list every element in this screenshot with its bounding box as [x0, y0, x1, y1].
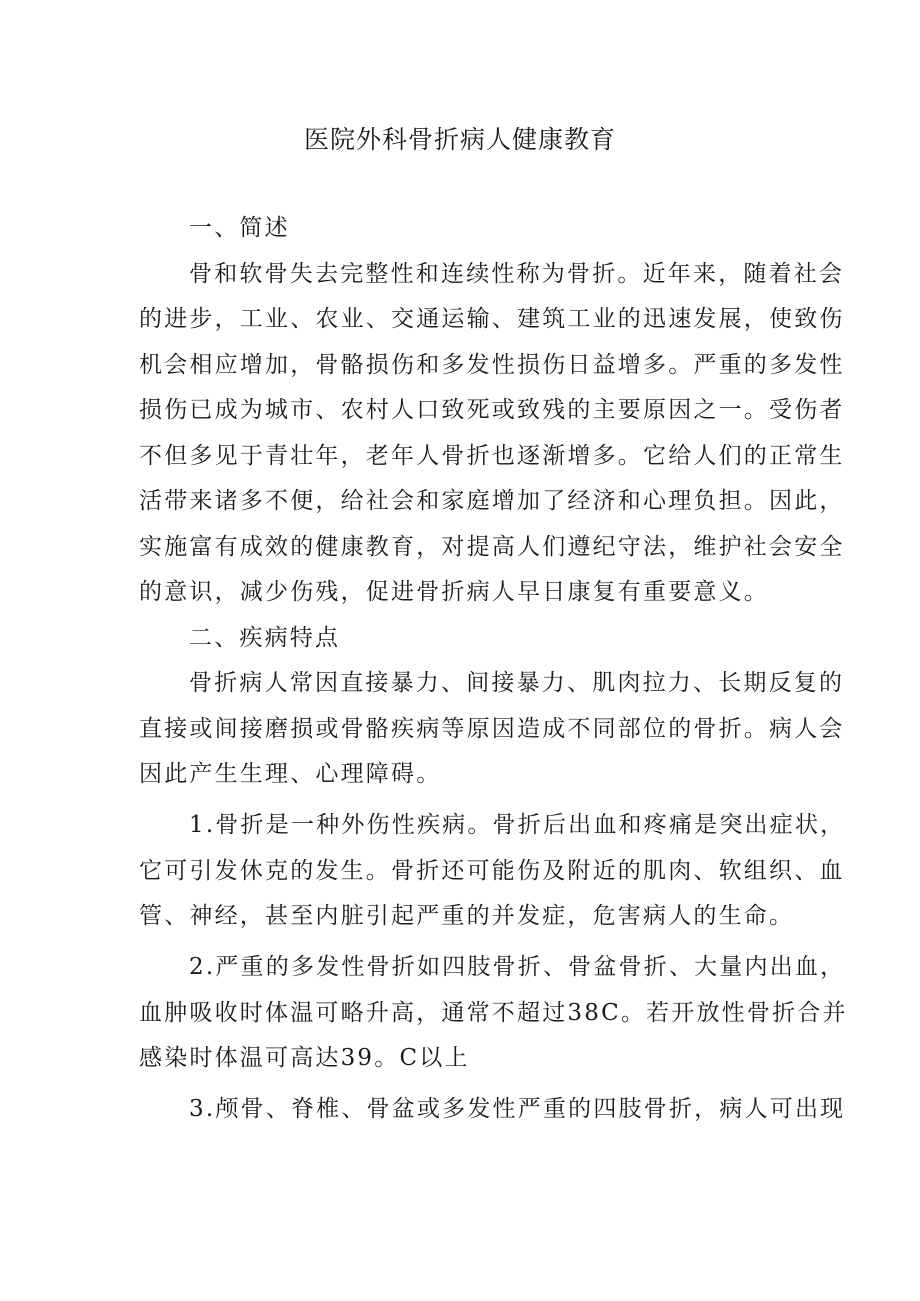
paragraph-line: 不但多见于青壮年，老年人骨折也逐渐增多。它给人们的正常生	[139, 442, 845, 469]
paragraph-line: 血肿吸收时体温可略升高，通常不超过38C。若开放性骨折合并	[139, 999, 848, 1026]
document-title: 医院外科骨折病人健康教育	[303, 125, 616, 154]
paragraph-line: 骨折病人常因直接暴力、间接暴力、肌肉拉力、长期反复的	[189, 670, 845, 696]
paragraph	[139, 1093, 846, 1126]
paragraph-line: 实施富有成效的健康教育，对提高人们遵纪守法，维护社会安全	[139, 533, 845, 560]
paragraph-line: 3.颅骨、脊椎、骨盆或多发性严重的四肢骨折，病人可出现	[189, 1096, 846, 1122]
document-body	[139, 212, 848, 1139]
paragraph	[139, 258, 845, 610]
paragraph-line: 感染时体温可高达39。C以上	[139, 1045, 470, 1071]
paragraph-line: 直接或间接磨损或骨骼疾病等原因造成不同部位的骨折。病人会	[139, 715, 845, 742]
paragraph-line: 管、神经，甚至内脏引起严重的并发症，危害病人的生命。	[139, 903, 795, 929]
paragraph-line: 的进步，工业、农业、交通运输、建筑工业的迅速发展，使致伤	[139, 306, 845, 332]
paragraph-line: 1.骨折是一种外伤性疾病。骨折后出血和疼痛是突出症状，	[189, 812, 846, 838]
paragraph	[139, 667, 845, 791]
paragraph-line: 2.严重的多发性骨折如四肢骨折、骨盆骨折、大量内出血，	[189, 954, 846, 980]
section-heading: 二、疾病特点	[189, 624, 341, 651]
paragraph	[139, 951, 848, 1075]
paragraph-line: 它可引发休克的发生。骨折还可能伤及附近的肌肉、软组织、血	[139, 857, 845, 884]
paragraph-line: 因此产生生理、心理障碍。	[139, 761, 442, 787]
paragraph	[139, 809, 846, 933]
paragraph-line: 的意识，减少伤残，促进骨折病人早日康复有重要意义。	[139, 579, 769, 605]
paragraph-line: 机会相应增加，骨骼损伤和多发性损伤日益增多。严重的多发性	[139, 351, 845, 378]
paragraph-line: 骨和软骨失去完整性和连续性称为骨折。近年来，随着社会	[189, 260, 845, 287]
paragraph-line: 活带来诸多不便，给社会和家庭增加了经济和心理负担。因此，	[139, 488, 845, 514]
paragraph-line: 损伤已成为城市、农村人口致死或致残的主要原因之一。受伤者	[139, 397, 845, 423]
section-heading: 一、简述	[189, 215, 290, 241]
